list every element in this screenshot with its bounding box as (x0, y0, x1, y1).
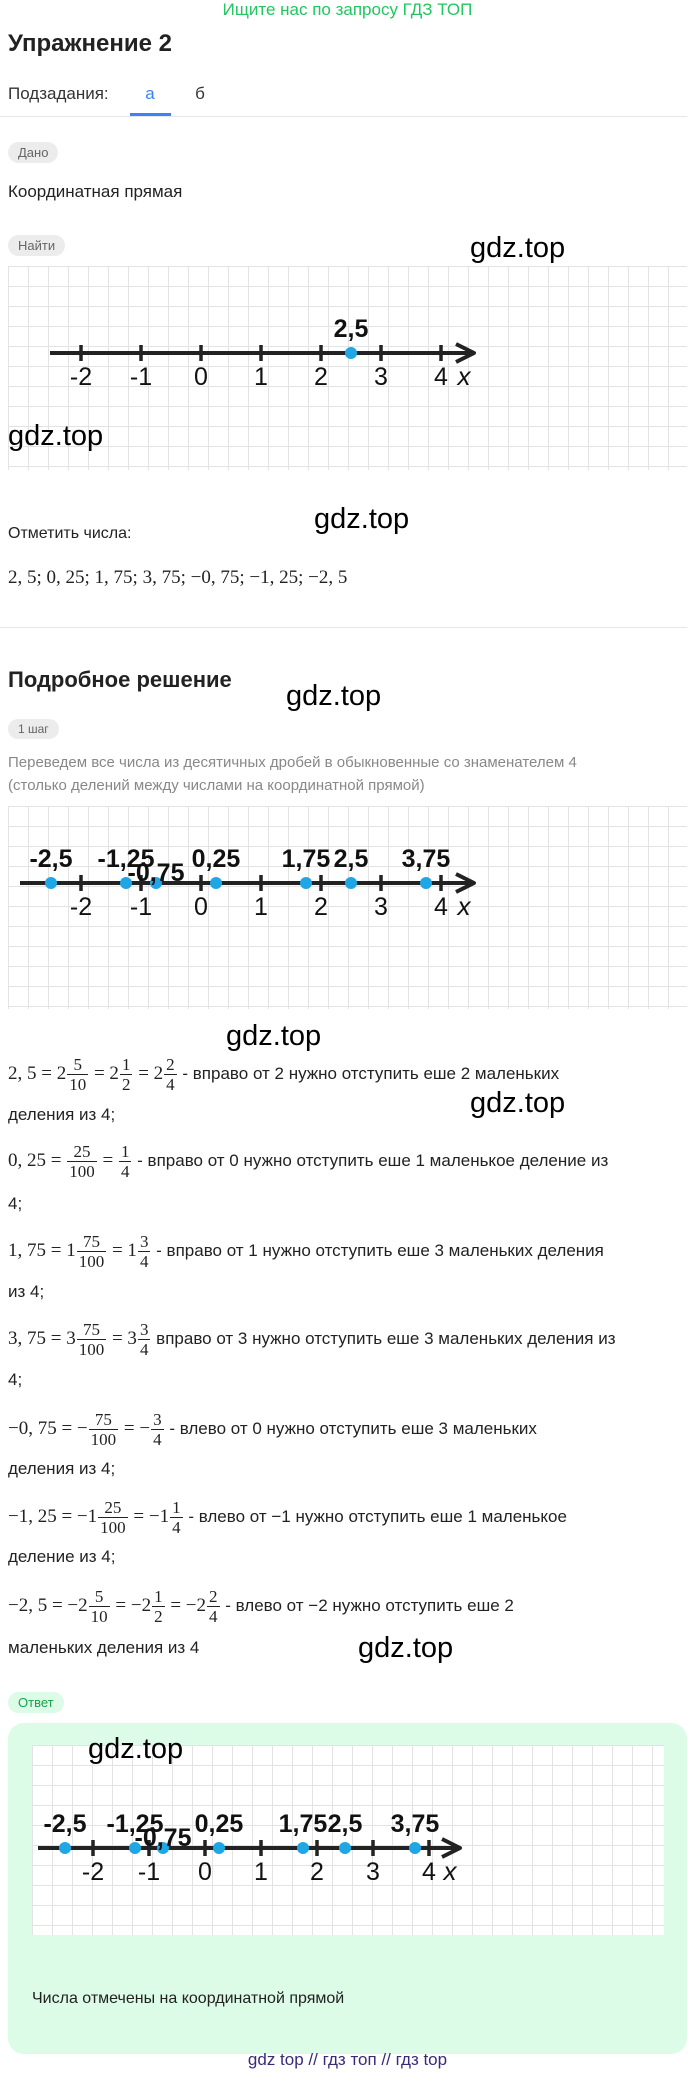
watermark: gdz.top (286, 680, 382, 712)
tick-label: -1 (137, 1858, 161, 1886)
tick-label: 2 (314, 893, 328, 921)
answer-number-line-figure (32, 1745, 664, 1935)
point-marker (300, 877, 312, 889)
tick-label: 4 (434, 893, 448, 921)
equation-text: - вправо от 2 нужно отступить еше 2 маленьких (182, 1063, 560, 1083)
watermark: gdz.top (470, 232, 566, 264)
equation-text: деления из 4; (8, 1459, 116, 1478)
axis-name-label: x (443, 1856, 457, 1886)
point-label: -1,25 (106, 1810, 164, 1838)
tick-label: -2 (69, 893, 93, 921)
point-label: -2,5 (43, 1810, 87, 1838)
footer-links[interactable]: gdz top // гдз топ // гдз top (247, 2050, 448, 2069)
equation-text: деление из 4; (8, 1547, 116, 1566)
tab-a[interactable]: а (145, 84, 155, 103)
point-label: 0,25 (194, 1810, 244, 1838)
tick-label: 0 (194, 893, 208, 921)
equation-text: вправо от 3 нужно отступить еше 3 маленьких деления из (156, 1328, 616, 1348)
point-marker (213, 1842, 225, 1854)
watermark: gdz.top (470, 1087, 566, 1119)
point-marker (420, 877, 432, 889)
equation-text: - влево от −2 нужно отступить еше 2 (225, 1595, 514, 1615)
subtasks-label: Подзадания: (8, 84, 109, 103)
mark-label: Отметить числа: (8, 525, 132, 542)
point-marker (210, 877, 222, 889)
tick-label: -2 (81, 1858, 105, 1886)
tick-label: 0 (198, 1858, 212, 1886)
equation-minus-0-75: −0, 75 = − $\frac{75}{100}$ = − $\frac{3}{4}$ - влево от 0 нужно отступить еше 3 маленьких (8, 1410, 537, 1449)
step-badge: 1 шаг (8, 719, 59, 739)
top-banner: Ищите нас по запросу ГДЗ ТОП (222, 0, 473, 19)
equation-3-75: 3, 75 = 3 $\frac{75}{100}$ = 3 $\frac{3}{4}$ вправо от 3 нужно отступить еше 3 маленьких деления из (8, 1320, 616, 1359)
tick-label: 3 (366, 1858, 380, 1886)
tick-label: 0 (194, 363, 208, 391)
point-label: 3,75 (390, 1810, 440, 1838)
point-marker (339, 1842, 351, 1854)
point-label: 2,5 (327, 1810, 363, 1838)
watermark: gdz.top (88, 1733, 184, 1765)
watermark: gdz.top (8, 420, 104, 452)
equation-text: маленьких деления из 4 (8, 1638, 200, 1657)
point-label: 1,75 (278, 1810, 328, 1838)
watermark: gdz.top (226, 1020, 322, 1052)
find-badge: Найти (8, 235, 65, 256)
tick-label: -1 (129, 893, 153, 921)
tick-label: 2 (314, 363, 328, 391)
solution-number-line-figure (8, 806, 687, 1009)
step-text-1: Переведем все числа из десятичных дробей в обыкновенные со знаменателем 4 (8, 754, 577, 771)
watermark: gdz.top (314, 503, 410, 535)
tick-label: 4 (434, 363, 448, 391)
equation-text: - вправо от 1 нужно отступить еше 3 маленьких деления (156, 1240, 604, 1260)
equation-text: 4; (8, 1370, 23, 1389)
point-marker (59, 1842, 71, 1854)
tick-label: 3 (374, 893, 388, 921)
given-text: Координатная прямая (8, 182, 183, 201)
point-marker (297, 1842, 309, 1854)
point-label: -1,25 (97, 845, 155, 873)
solution-number-line (8, 806, 687, 1009)
solution-title: Подробное решение (8, 667, 232, 692)
tab-b[interactable]: б (195, 84, 205, 103)
answer-badge: Ответ (8, 1692, 64, 1713)
tick-label: 2 (310, 1858, 324, 1886)
point-label: 0,25 (191, 845, 241, 873)
equation-0-25: 0, 25 = $\frac{25}{100}$ = $\frac{1}{4}$ - вправо от 0 нужно отступить еше 1 маленькое деление из (8, 1142, 609, 1181)
step-text-2: (столько делений между числами на координатной прямой) (8, 777, 425, 794)
equation-minus-2-5: −2, 5 = −2 $\frac{5}{10}$ = −2 $\frac{1}{2}$ = −2 $\frac{2}{4}$ - влево от −2 нужно отступить еше 2 (8, 1587, 514, 1626)
axis-name-label: x (457, 891, 471, 921)
equation-text: деления из 4; (8, 1105, 116, 1124)
equation-text: - влево от 0 нужно отступить еше 3 маленьких (169, 1418, 537, 1438)
exercise-title: Упражнение 2 (8, 30, 172, 57)
equation-1-75: 1, 75 = 1 $\frac{75}{100}$ = 1 $\frac{3}{4}$ - вправо от 1 нужно отступить еше 3 маленьких деления (8, 1232, 604, 1271)
point-marker (345, 877, 357, 889)
find-number-line-figure (8, 266, 687, 470)
tick-label: -2 (69, 363, 93, 391)
find-number-line (8, 266, 687, 470)
equation-2-5: 2, 5 = 2 $\frac{5}{10}$ = 2 $\frac{1}{2}$ = 2 $\frac{2}{4}$ - вправо от 2 нужно отступить еше 2 маленьких (8, 1055, 560, 1094)
point-marker (409, 1842, 421, 1854)
point-label: 2,5 (333, 845, 369, 873)
point-label: -2,5 (29, 845, 73, 873)
divider (0, 116, 687, 117)
tick-label: 1 (254, 363, 268, 391)
equation-minus-1-25: −1, 25 = −1 $\frac{25}{100}$ = −1 $\frac{1}{4}$ - влево от −1 нужно отступить еше 1 маленькое (8, 1498, 567, 1537)
point-label: -0,75 (134, 1824, 192, 1852)
equation-text: - влево от −1 нужно отступить еше 1 маленькое (188, 1506, 567, 1526)
answer-text: Числа отмечены на координатной прямой (32, 1990, 345, 2007)
point-marker (345, 347, 357, 359)
point-label: 2,5 (333, 315, 369, 343)
answer-number-line (32, 1745, 664, 1935)
axis-name-label: x (457, 361, 471, 391)
tick-label: -1 (129, 363, 153, 391)
equation-text: 4; (8, 1194, 23, 1213)
point-marker (45, 877, 57, 889)
tick-label: 4 (422, 1858, 436, 1886)
point-label: 3,75 (401, 845, 451, 873)
equation-text: - вправо от 0 нужно отступить еше 1 маленькое деление из (137, 1150, 609, 1170)
numbers-list: 2, 5; 0, 25; 1, 75; 3, 75; −0, 75; −1, 25; −2, 5 (8, 567, 348, 588)
divider (0, 627, 687, 628)
watermark: gdz.top (358, 1632, 454, 1664)
tick-label: 3 (374, 363, 388, 391)
point-label: -0,75 (127, 859, 185, 887)
tick-label: 1 (254, 893, 268, 921)
equation-text: из 4; (8, 1282, 45, 1301)
given-badge: Дано (8, 142, 58, 163)
tick-label: 1 (254, 1858, 268, 1886)
point-label: 1,75 (281, 845, 331, 873)
